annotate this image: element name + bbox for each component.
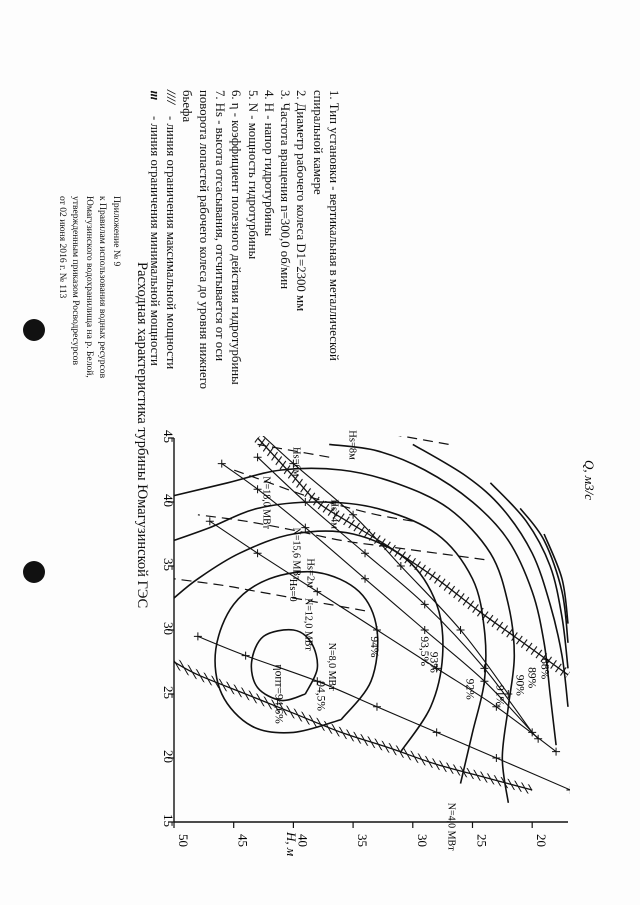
- hs-line: [174, 579, 365, 611]
- power-line-marker: [492, 754, 500, 762]
- efficiency-label: ηопт=94,6%: [272, 664, 285, 724]
- note-line: поворота лопастей рабочего колеса до уровня нижнего: [196, 90, 211, 390]
- efficiency-contour: [490, 483, 568, 669]
- power-line-marker: [248, 421, 256, 429]
- power-label: N=4,0 МВт: [445, 802, 457, 851]
- note-line: бьефа: [180, 90, 195, 123]
- power-line-marker: [254, 549, 262, 557]
- hs-line: [377, 432, 449, 445]
- efficiency-label: 92%: [463, 678, 476, 700]
- power-line-marker: [194, 632, 202, 640]
- efficiency-label: 93%: [427, 651, 440, 673]
- power-label: N=8,0 МВт: [326, 642, 338, 691]
- min-power-limit-edge: [174, 662, 532, 790]
- power-line-marker: [566, 786, 574, 794]
- note-line: 6. η - коэффициент полезного действия гидротурбины: [229, 90, 244, 385]
- power-label: N=12,0 МВт: [302, 598, 314, 651]
- hs-label: Hs=4м: [328, 499, 340, 529]
- q-tick-label: 20: [161, 750, 176, 763]
- plot-area: [174, 421, 574, 803]
- efficiency-label: 94%: [368, 636, 380, 658]
- h-tick-label: 25: [474, 834, 490, 847]
- power-line-marker: [373, 626, 381, 634]
- efficiency-label: 89%: [525, 667, 538, 689]
- efficiency-label: 94,5%: [314, 681, 327, 711]
- q-tick-label: 25: [161, 686, 176, 699]
- note-line: 7. Hs - высота отсасывания, отсчитывается от оси: [212, 90, 227, 362]
- efficiency-contour: [329, 444, 556, 745]
- note-line: 5. N - мощность гидротурбины: [245, 90, 260, 260]
- q-tick-label: 40: [161, 494, 176, 507]
- h-tick-label: 50: [176, 834, 191, 847]
- max-limit-symbol: ////: [164, 90, 179, 105]
- legend-max-label: - линия ограничения максимальной мощности: [164, 116, 179, 370]
- power-line-marker: [313, 588, 321, 596]
- power-line-marker: [242, 652, 250, 660]
- power-label: N=15,6 МВт: [290, 527, 302, 581]
- note-line: спиральной камере: [310, 90, 325, 195]
- note-line: 1. Тип установки - вертикальная в металлической: [327, 90, 341, 361]
- appendix-line: Приложение № 9: [111, 196, 122, 267]
- q-tick-label: 45: [161, 430, 176, 443]
- h-tick-label: 35: [355, 834, 371, 847]
- efficiency-label: 88%: [538, 658, 551, 680]
- q-tick-label: 35: [161, 558, 176, 571]
- power-line-marker: [218, 460, 226, 468]
- power-line: [210, 521, 556, 751]
- appendix-line: утвержденным приказом Росводресурсов: [70, 196, 82, 365]
- power-label: N=18,0 МВт: [260, 476, 272, 530]
- h-tick-label: 40: [295, 834, 311, 847]
- power-line-marker: [373, 703, 381, 711]
- hs-label: Hs=6м: [290, 446, 302, 477]
- hs-label: Hs=2м: [304, 558, 316, 588]
- chart-title: Расходная характеристика турбины Юмагузинской ГЭС: [134, 262, 150, 609]
- h-axis-title: H, м: [284, 832, 299, 857]
- min-power-limit: [174, 662, 532, 790]
- appendix-line: Юмагузинского водохранилища на р. Белой,: [84, 196, 95, 378]
- note-line: 4. H - напор гидротурбины: [261, 90, 276, 237]
- efficiency-label: 93,5%: [418, 636, 431, 667]
- q-tick-label: 30: [161, 622, 176, 635]
- note-line: 2. Диаметр рабочего колеса D1=2300 мм: [294, 90, 309, 312]
- h-tick-label: 20: [534, 834, 550, 847]
- efficiency-label: 90%: [513, 674, 526, 696]
- h-tick-label: 45: [235, 834, 251, 847]
- power-line-marker: [433, 728, 441, 736]
- hs-label: Hs=8м: [346, 430, 358, 460]
- h-tick-label: 30: [414, 834, 430, 847]
- appendix-line: к Правилам использования водных ресурсов: [97, 196, 109, 379]
- note-line: 3. Частота вращения n=300,0 об/мин: [278, 90, 293, 290]
- q-axis-title: Q, м3/с: [582, 460, 597, 501]
- min-limit-symbol: ⲓⲓⲓ: [147, 90, 162, 100]
- efficiency-label: 91%: [493, 685, 506, 707]
- legend-min-label: - линия ограничения минимальной мощности: [147, 116, 162, 366]
- q-tick-label: 15: [161, 814, 176, 827]
- power-line-marker: [206, 517, 214, 525]
- appendix-line: от 02 июня 2016 г. № 113: [57, 196, 68, 299]
- hs-label: Hs=0: [286, 578, 298, 602]
